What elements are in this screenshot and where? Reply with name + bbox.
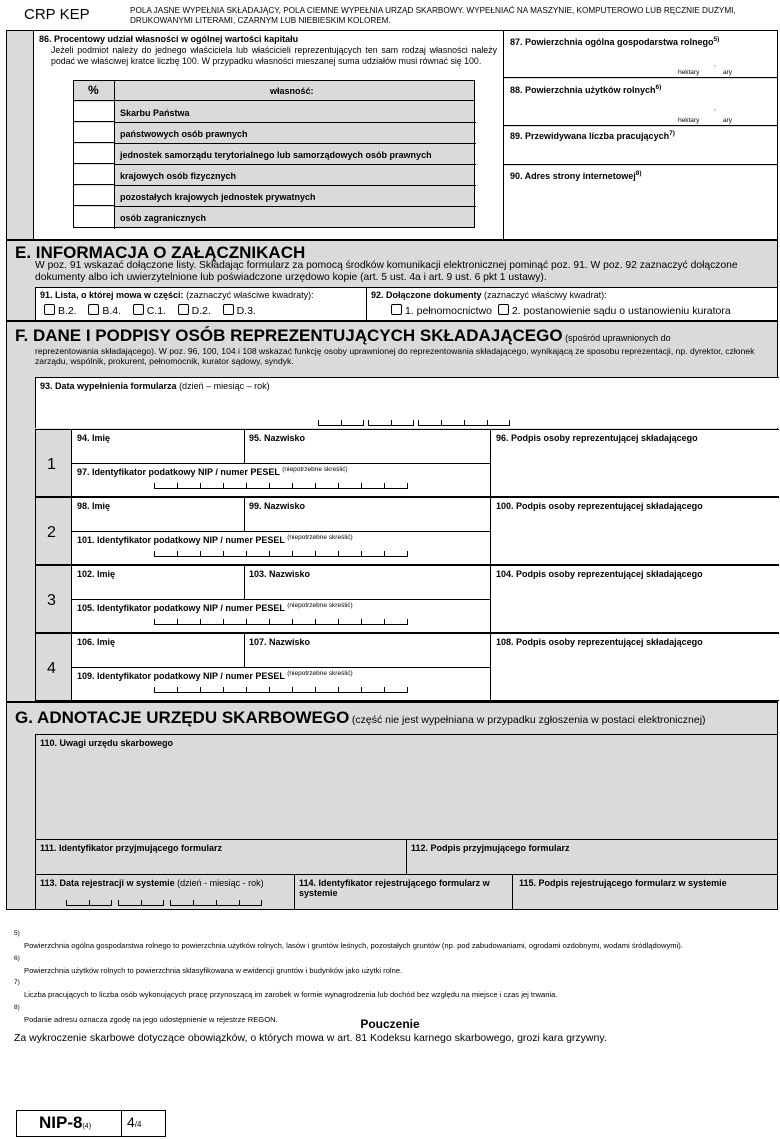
person-number: 4	[47, 660, 56, 677]
form-name: NIP-8	[39, 1113, 83, 1132]
section-f-text: reprezentowania składającego). W poz. 96, 100, 104 i 108 wskazać funkcję osoby uprawnionej do reprezentowania składającego, wynikającą ze sposobu reprezentacji, np. dyrektor, członek zarządu, wspólnik, prokurent, pełnomocnik, kurator sądowy, syndyk.	[35, 346, 755, 367]
field-115-box	[513, 875, 777, 909]
footnote-number: 6)	[14, 954, 20, 962]
section-e-title: E. INFORMACJA O ZAŁĄCZNIKACH	[15, 243, 306, 262]
section-e	[6, 240, 778, 321]
form-code: CRP KEP	[24, 6, 90, 23]
footnote-number: 7)	[14, 979, 20, 986]
field-87-label: 87. Powierzchnia ogólna gospodarstwa rolnego	[510, 37, 714, 47]
field-92-label: 92. Dołączone dokumenty	[371, 290, 482, 300]
unit-hectares: hektary	[678, 69, 700, 76]
footnotes	[14, 930, 774, 1024]
checkbox-power-of-attorney[interactable]: 1. pełnomocnictwo	[391, 305, 492, 317]
nip-comb	[154, 550, 408, 557]
field-113-hint: (dzień - miesiąc - rok)	[177, 878, 264, 888]
checkbox-d3[interactable]: D.3.	[223, 305, 256, 317]
form-version: (4)	[82, 1123, 92, 1130]
surname-field[interactable]: 107. Nazwisko	[249, 637, 311, 647]
signature-field[interactable]: 108. Podpis osoby reprezentującej składającego	[496, 637, 703, 647]
surname-field[interactable]: 99. Nazwisko	[249, 501, 306, 511]
decimal-comma: ,	[714, 105, 716, 112]
field-111-box	[35, 840, 407, 875]
section-g	[6, 702, 778, 910]
ownership-row: pozostałych krajowych jednostek prywatnych	[120, 192, 316, 202]
footnote-text: Liczba pracujących to liczba osób wykonujących pracę przynoszącą im zarobek w formie wynagrodzenia lub dochód bez względu na miejsce i czas jej trwania.	[24, 990, 558, 1000]
ownership-pct-input[interactable]	[74, 165, 114, 185]
field-86-text: Jeżeli podmiot należy do jednego właściciela lub właścicieli reprezentujących ten sam rodzaj własności należy podać we właściwej kratce liczbę 100. W przypadku własności mieszanej suma udziałów musi równać się 100.	[51, 45, 497, 66]
nip-comb	[154, 618, 408, 625]
footnote-number: 5)	[14, 930, 20, 937]
section-g-title: G. ADNOTACJE URZĘDU SKARBOWEGO	[15, 708, 350, 727]
field-87-footnote-ref: 5)	[713, 36, 720, 43]
ownership-table	[73, 80, 475, 228]
nip-field[interactable]: 101. Identyfikator podatkowy NIP / numer PESEL $^{(niepotrzebne skreślić)}$	[77, 534, 353, 545]
footnote-text: Powierzchnia użytków rolnych to powierzchnia sklasyfikowana w ewidencji gruntów i budynków jako użytki rolne.	[24, 965, 403, 975]
field-86-label: 86. Procentowy udział własności w ogólnej wartości kapitału	[39, 34, 299, 44]
page-total: /4	[134, 1120, 142, 1129]
date-comb	[118, 899, 164, 906]
field-112-box	[407, 840, 777, 875]
field-87-box[interactable]	[504, 31, 777, 78]
date-comb	[368, 419, 414, 426]
field-89-footnote-ref: 7)	[669, 130, 675, 137]
person-block-3	[35, 565, 779, 633]
field-88-box[interactable]	[504, 79, 777, 126]
pouczenie-title: Pouczenie	[360, 1017, 420, 1031]
signature-field[interactable]: 100. Podpis osoby reprezentującej składającego	[496, 501, 703, 511]
field-115-label: 115. Podpis rejestrującego formularz w systemie	[519, 878, 727, 888]
name-field[interactable]: 98. Imię	[77, 501, 111, 511]
form-id-box	[16, 1110, 166, 1137]
ownership-pct-input[interactable]	[74, 144, 114, 164]
field-88-label: 88. Powierzchnia użytków rolnych	[510, 85, 656, 95]
field-93-label: 93. Data wypełnienia formularza	[40, 381, 177, 391]
field-111-label: 111. Identyfikator przyjmującego formularz	[40, 843, 223, 853]
footnote-number: 8)	[14, 1003, 20, 1011]
unit-hectares: hektary	[678, 117, 700, 124]
field-93-box[interactable]	[35, 377, 779, 428]
field-90-label: 90. Adres strony internetowej	[510, 171, 636, 181]
field-113-box	[35, 875, 295, 909]
person-number: 3	[47, 592, 56, 609]
person-number: 2	[47, 524, 56, 541]
ownership-pct-input[interactable]	[74, 102, 114, 122]
field-113-label: 113. Data rejestracji w systemie	[40, 878, 175, 888]
checkbox-c1[interactable]: C.1.	[133, 305, 166, 317]
name-field[interactable]: 102. Imię	[77, 569, 116, 579]
field-92-box	[367, 287, 777, 320]
ownership-row: Skarbu Państwa	[120, 108, 190, 118]
field-92-hint: (zaznaczyć właściwy kwadrat):	[484, 290, 607, 300]
nip-field[interactable]: 105. Identyfikator podatkowy NIP / numer PESEL $^{(niepotrzebne skreślić)}$	[77, 602, 353, 613]
field-110-box	[35, 734, 777, 840]
field-110-label: 110. Uwagi urzędu skarbowego	[40, 738, 174, 748]
decimal-comma: ,	[714, 61, 716, 68]
field-91-box	[35, 287, 367, 320]
date-comb	[66, 899, 112, 906]
name-field[interactable]: 106. Imię	[77, 637, 116, 647]
field-88-footnote-ref: 6)	[655, 84, 662, 91]
field-90-footnote-ref: 8)	[635, 170, 642, 177]
page-number: 4	[127, 1114, 135, 1130]
signature-field[interactable]: 96. Podpis osoby reprezentującej składającego	[496, 433, 698, 443]
ownership-col-type: własność:	[270, 86, 314, 96]
person-block-1	[35, 429, 779, 497]
ownership-pct-input[interactable]	[74, 186, 114, 206]
ownership-row: jednostek samorządu terytorialnego lub samorządowych osób prawnych	[120, 150, 432, 160]
checkbox-b4[interactable]: B.4.	[88, 305, 121, 317]
field-112-label: 112. Podpis przyjmującego formularz	[411, 843, 570, 853]
ownership-row: państwowych osób prawnych	[120, 129, 248, 139]
section-f-title-note: (spośród uprawnionych do	[565, 333, 671, 343]
ownership-row: osób zagranicznych	[120, 213, 207, 223]
section-f	[6, 321, 778, 702]
field-90-box[interactable]	[504, 166, 777, 239]
person-block-2	[35, 497, 779, 565]
section-f-title: F. DANE I PODPISY OSÓB REPREZENTUJĄCYCH SKŁADAJĄCEGO	[15, 326, 563, 345]
ownership-pct-input[interactable]	[74, 207, 114, 227]
header-instructions: POLA JASNE WYPEŁNIA SKŁADAJĄCY, POLA CIEMNE WYPEŁNIA URZĄD SKARBOWY. WYPEŁNIAĆ NA MASZYNIE, KOMPUTEROWO LUB RĘCZNIE DUŻYMI, DRUKOWANYMI LITERAMI, CZARNYM LUB NIEBIESKIM KOLOREM.	[130, 6, 736, 25]
date-comb	[170, 899, 262, 906]
surname-field[interactable]: 103. Nazwisko	[249, 569, 311, 579]
unit-ares: ary	[723, 117, 733, 124]
person-block-4	[35, 633, 779, 701]
checkbox-d2[interactable]: D.2.	[178, 305, 211, 317]
date-comb	[318, 419, 364, 426]
name-field[interactable]: 94. Imię	[77, 433, 111, 443]
section-g-note: (część nie jest wypełniana w przypadku zgłoszenia w postaci elektronicznej)	[351, 714, 706, 726]
surname-field[interactable]: 95. Nazwisko	[249, 433, 306, 443]
field-93-hint: (dzień – miesiąc – rok)	[179, 381, 270, 391]
nip-comb	[154, 686, 408, 693]
footnote-text: Podanie adresu oznacza zgodę na jego udostępnienie w rejestrze REGON.	[24, 1014, 278, 1024]
field-91-hint: (zaznaczyć właściwe kwadraty):	[186, 290, 314, 300]
ownership-row: krajowych osób fizycznych	[120, 171, 237, 181]
signature-field[interactable]: 104. Podpis osoby reprezentującej składającego	[496, 569, 703, 579]
nip-field[interactable]: 109. Identyfikator podatkowy NIP / numer PESEL $^{(niepotrzebne skreślić)}$	[77, 670, 353, 681]
ownership-pct-input[interactable]	[74, 123, 114, 143]
field-89-box[interactable]	[504, 127, 777, 165]
checkbox-court-decision[interactable]: 2. postanowienie sądu o ustanowieniu kuratora	[498, 305, 731, 317]
ownership-col-pct: %	[88, 83, 99, 97]
nip-field[interactable]: 97. Identyfikator podatkowy NIP / numer PESEL $^{(niepotrzebne skreślić)}$	[77, 466, 348, 477]
field-89-label: 89. Przewidywana liczba pracujących	[510, 131, 670, 141]
pouczenie-text: Za wykroczenie skarbowe dotyczące obowiązków, o których mowa w art. 81 Kodeksu karnego skarbowego, grozi kara grzywny.	[14, 1032, 607, 1044]
ownership-block	[6, 30, 778, 240]
unit-ares: ary	[723, 69, 733, 76]
section-e-text: W poz. 91 wskazać dołączone listy. Składając formularz za pomocą środków komunikacji elektronicznej pominąć poz. 91. W poz. 92 zaznaczyć dołączone dokumenty albo ich uwierzytelnione lub poświadczone urzędowo kopie (art. 5 ust. 4a i art. 9 ust. 6 pkt 1 ustawy).	[35, 260, 738, 284]
checkbox-b2[interactable]: B.2.	[44, 305, 77, 317]
date-comb	[418, 419, 510, 426]
person-number: 1	[47, 456, 56, 473]
footnote-text: Powierzchnia ogólna gospodarstwa rolnego to powierzchnia użytków rolnych, lasów i gruntów leśnych, pozostałych gruntów (np. pod zabudowaniami, ogrodami ozdobnymi, wodami śródlądowymi).	[24, 941, 683, 951]
field-114-box	[295, 875, 513, 909]
nip-comb	[154, 482, 408, 489]
field-91-label: 91. Lista, o której mowa w części:	[40, 290, 184, 300]
field-114-label: 114. Identyfikator rejestrującego formularz w systemie	[299, 878, 490, 899]
